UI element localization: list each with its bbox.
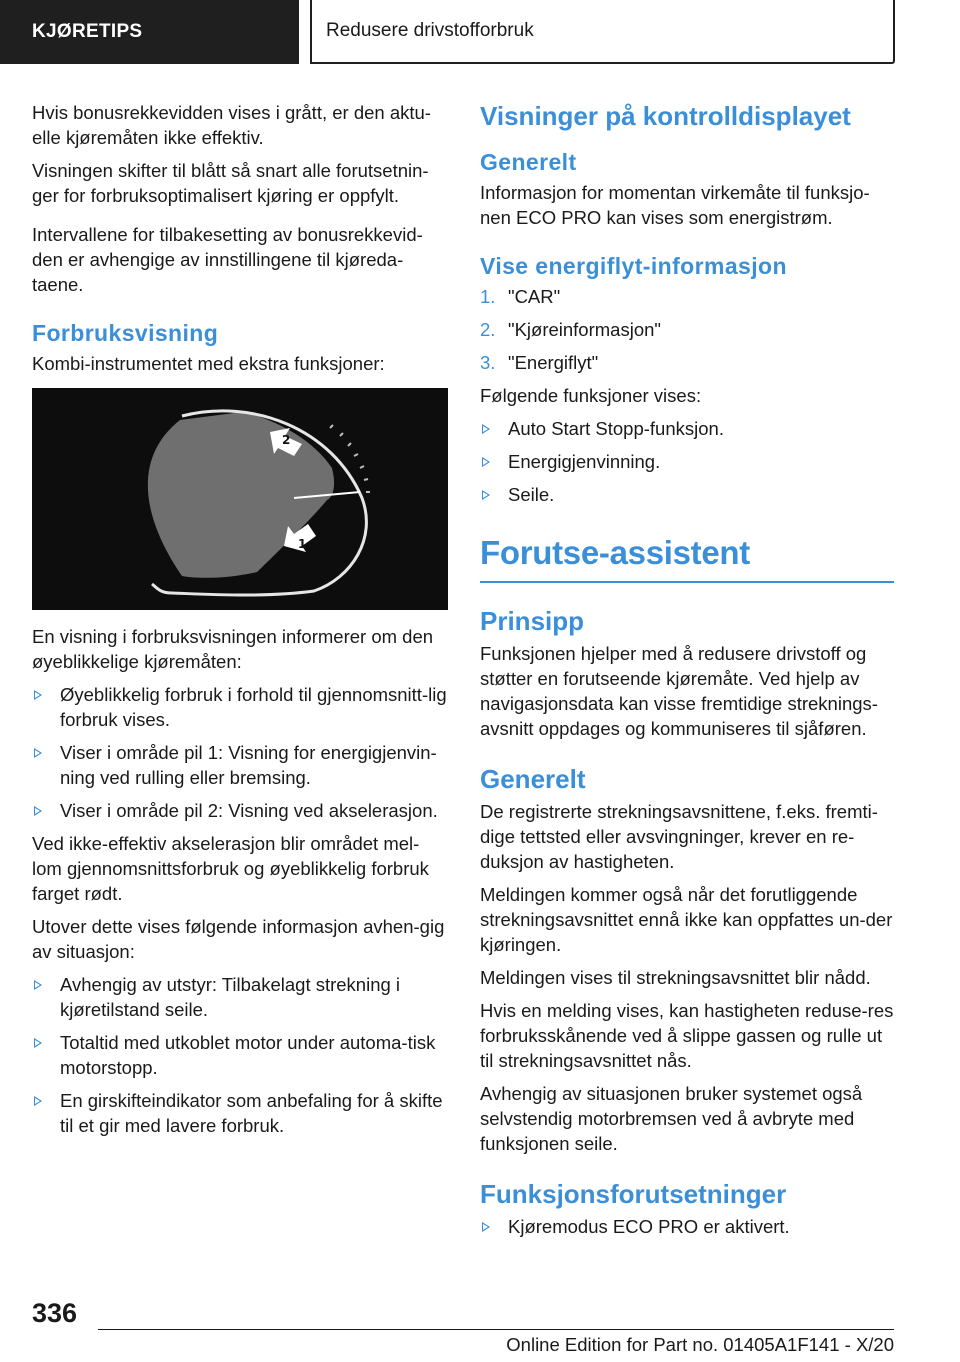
list-item — [480, 416, 894, 441]
consumption-gauge-area — [148, 412, 334, 578]
step-text: "CAR" — [508, 286, 561, 307]
right-column — [480, 100, 894, 1247]
list-item — [32, 972, 448, 1022]
list-item-text: Viser i område pil 1: Visning for energigjenvin-ning ved rulling eller bremsing. — [60, 742, 437, 788]
paragraph: Følgende funksjoner vises: — [480, 385, 702, 406]
triangle-bullet-icon — [34, 980, 42, 990]
list-item-text: Øyeblikkelig forbruk i forhold til gjennomsnitt-lig forbruk vises. — [60, 684, 447, 730]
list-item-text: En girskifteindikator som anbefaling for å skifte til et gir med lavere forbruk. — [60, 1090, 443, 1136]
step-item — [480, 350, 894, 375]
paragraph: De registrerte strekningsavsnittene, f.eks. fremti-dige tettsted eller avsvingninger, krever en re-duksjon av hastigheten. — [480, 801, 878, 872]
paragraph: Avhengig av situasjonen bruker systemet også selvstendig motorbremsen ved å avbryte med funksjonen seile. — [480, 1083, 863, 1154]
step-number: 3. — [480, 352, 496, 373]
bullet-list-2 — [32, 972, 448, 1138]
paragraph: Hvis bonusrekkevidden vises i grått, er den aktu-elle kjøremåten ikke effektiv. — [32, 102, 431, 148]
list-item-text: Seile. — [508, 484, 555, 505]
triangle-bullet-icon — [482, 1222, 490, 1232]
paragraph: Hvis en melding vises, kan hastigheten reduse-res forbruksskånende ved å slippe gassen og rulle ut til strekningsavsnittet nås. — [480, 1000, 894, 1071]
heading-forbruksvisning: Forbruksvisning — [32, 320, 219, 346]
header-section-tab: KJØRETIPS — [0, 0, 299, 64]
list-item — [32, 740, 448, 790]
list-item — [480, 1214, 894, 1239]
paragraph: Intervallene for tilbakesetting av bonusrekkevid-den er avhengige av innstillingene til kjøreda-taene. — [32, 224, 423, 295]
paragraph: Ved ikke-effektiv akselerasjon blir området mel-lom gjennomsnittsforbruk og øyeblikkelig forbruk farget rødt. — [32, 833, 429, 904]
list-item-text: Auto Start Stopp-funksjon. — [508, 418, 724, 439]
bullet-list-3 — [480, 416, 894, 507]
triangle-bullet-icon — [34, 806, 42, 816]
step-item — [480, 284, 894, 309]
list-item-text: Energigjenvinning. — [508, 451, 661, 472]
step-text: "Kjøreinformasjon" — [508, 319, 661, 340]
paragraph: En visning i forbruksvisningen informerer om den øyeblikkelige kjøremåten: — [32, 626, 434, 672]
page-number: 336 — [32, 1298, 78, 1328]
left-column — [32, 100, 448, 1146]
heading-forutse-assistent: Forutse-assistent — [480, 533, 894, 583]
triangle-bullet-icon — [482, 490, 490, 500]
heading-generelt: Generelt — [480, 149, 577, 175]
triangle-bullet-icon — [34, 690, 42, 700]
footer-edition: Online Edition for Part no. 01405A1F141 - X/20 — [506, 1334, 894, 1355]
triangle-bullet-icon — [34, 748, 42, 758]
heading-prinsipp: Prinsipp — [480, 606, 585, 636]
steps-list — [480, 284, 894, 375]
list-item-text: Viser i område pil 2: Visning ved akselerasjon. — [60, 800, 438, 821]
list-item-text: Avhengig av utstyr: Tilbakelagt strekning i kjøretilstand seile. — [60, 974, 401, 1020]
step-number: 1. — [480, 286, 496, 307]
paragraph: Meldingen vises til strekningsavsnittet blir nådd. — [480, 967, 871, 988]
step-text: "Energiflyt" — [508, 352, 599, 373]
paragraph: Kombi-instrumentet med ekstra funksjoner: — [32, 353, 385, 374]
list-item — [32, 1088, 448, 1138]
list-item-text: Kjøremodus ECO PRO er aktivert. — [508, 1216, 790, 1237]
triangle-bullet-icon — [34, 1038, 42, 1048]
paragraph: Utover dette vises følgende informasjon avhen-gig av situasjon: — [32, 916, 445, 962]
triangle-bullet-icon — [34, 1096, 42, 1106]
list-item — [480, 482, 894, 507]
list-item — [32, 1030, 448, 1080]
heading-funksjonsforutsetninger: Funksjonsforutsetninger — [480, 1179, 787, 1209]
step-item — [480, 317, 894, 342]
paragraph: Meldingen kommer også når det forutliggende strekningsavsnittet ennå ikke kan oppfattes un-der kjøringen. — [480, 884, 893, 955]
paragraph: Informasjon for momentan virkemåte til funksjo-nen ECO PRO kan vises som energistrøm. — [480, 182, 870, 228]
footer-divider — [98, 1329, 894, 1330]
list-item — [32, 682, 448, 732]
header-chapter-title: Redusere drivstofforbruk — [310, 0, 895, 64]
list-item-text: Totaltid med utkoblet motor under automa-tisk motorstopp. — [60, 1032, 436, 1078]
triangle-bullet-icon — [482, 457, 490, 467]
list-item — [32, 798, 448, 823]
arrow-1-label: 1 — [298, 537, 307, 551]
list-item — [480, 449, 894, 474]
bullet-list-1 — [32, 682, 448, 823]
arrow-2-label: 2 — [282, 433, 291, 447]
paragraph: Visningen skifter til blått så snart alle forutsetnin-ger for forbruksoptimalisert kjøring er oppfylt. — [32, 160, 429, 206]
heading-visninger: Visninger på kontrolldisplayet — [480, 101, 851, 131]
step-number: 2. — [480, 319, 496, 340]
paragraph: Funksjonen hjelper med å redusere drivstoff og støtter en forutseende kjøremåte. Ved hjelp av navigasjonsdata kan visse fremtidige streknings-avsnitt oppdages og kommuniseres til sjåføren. — [480, 643, 878, 739]
instrument-cluster-figure — [32, 388, 448, 610]
heading-vise-energiflyt: Vise energiflyt-informasjon — [480, 253, 787, 279]
triangle-bullet-icon — [482, 424, 490, 434]
heading-generelt-2: Generelt — [480, 764, 586, 794]
bullet-list-4 — [480, 1214, 894, 1239]
